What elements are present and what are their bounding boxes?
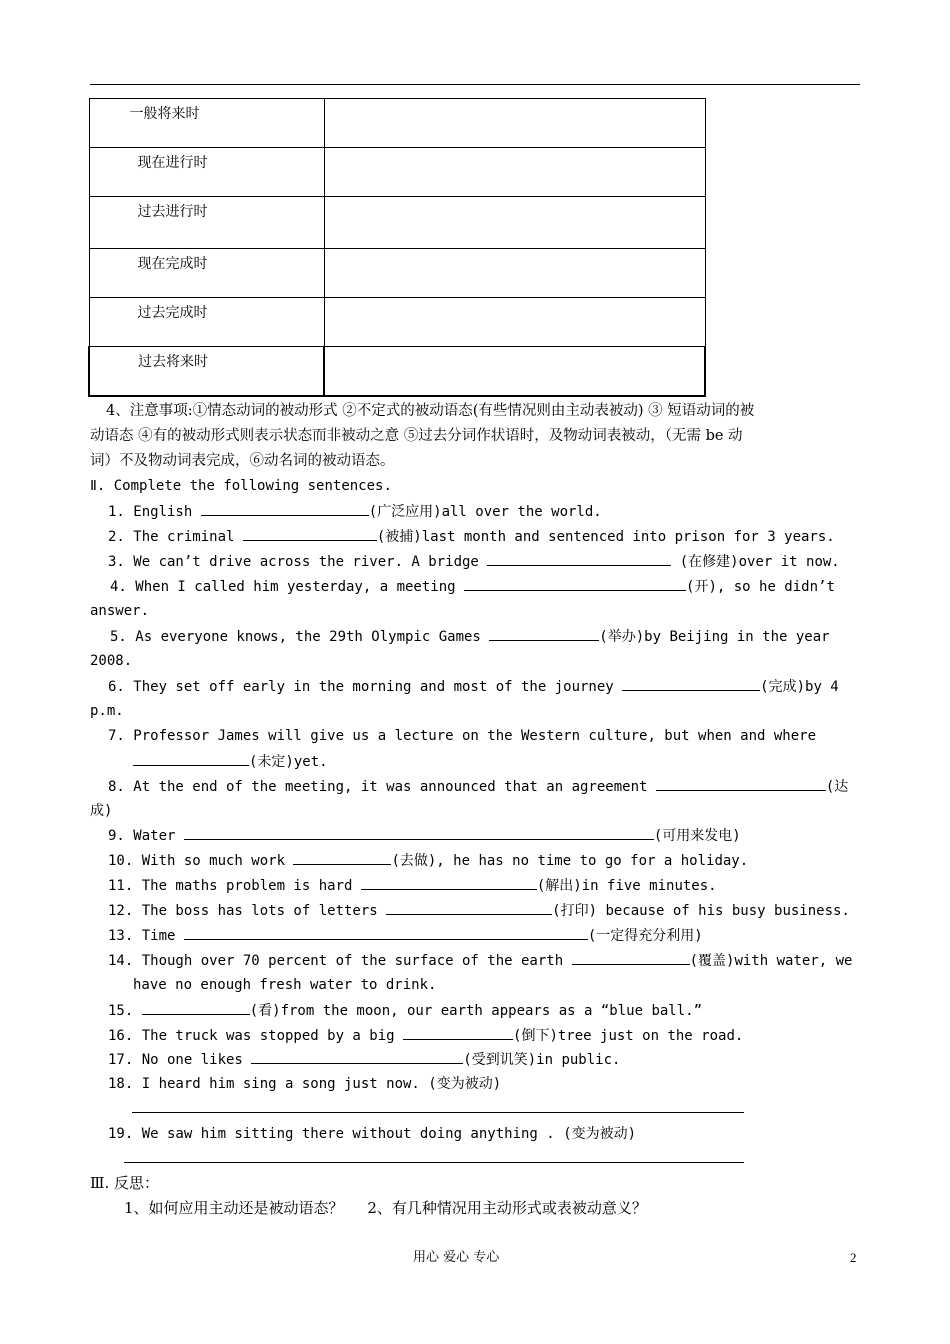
answer-blank[interactable] bbox=[361, 875, 537, 890]
sentence-7-cont: (未定)yet. bbox=[133, 751, 328, 772]
tense-answer-cell[interactable] bbox=[324, 347, 705, 396]
answer-blank[interactable] bbox=[251, 1049, 463, 1064]
answer-blank[interactable] bbox=[184, 925, 588, 940]
answer-blank[interactable] bbox=[656, 776, 826, 791]
table-row bbox=[89, 298, 705, 347]
answer-blank[interactable] bbox=[184, 825, 654, 840]
tense-label: 现在完成时 bbox=[137, 256, 208, 272]
tense-label: 现在进行时 bbox=[137, 155, 208, 171]
table-row bbox=[89, 99, 705, 148]
tense-answer-cell[interactable] bbox=[324, 99, 705, 148]
tense-answer-cell[interactable] bbox=[324, 298, 705, 347]
tense-label: 过去进行时 bbox=[137, 204, 208, 220]
answer-blank[interactable] bbox=[243, 526, 377, 541]
section-3-heading: Ⅲ. 反思： bbox=[90, 1174, 160, 1192]
sentence-1: 1. English (广泛应用)all over the world. bbox=[108, 501, 602, 522]
sentence-8-cont: 成) bbox=[90, 803, 113, 819]
answer-blank[interactable] bbox=[489, 626, 599, 641]
tense-table bbox=[88, 98, 706, 397]
tense-label: 过去完成时 bbox=[137, 305, 208, 321]
tense-label: 过去将来时 bbox=[138, 354, 208, 370]
answer-blank[interactable] bbox=[487, 551, 671, 566]
note-line-3: 词）不及物动词表完成，⑥动名词的被动语态。 bbox=[90, 453, 395, 469]
sentence-14-cont: have no enough fresh water to drink. bbox=[133, 977, 437, 993]
sentence-12: 12. The boss has lots of letters (打印) because of his busy business. bbox=[108, 900, 850, 921]
answer-blank[interactable] bbox=[464, 576, 686, 591]
note-line-1: 4、注意事项:①情态动词的被动形式 ②不定式的被动语态(有些情况则由主动表被动) ③ 短语动词的被 bbox=[106, 403, 755, 419]
page-number: 2 bbox=[850, 1250, 857, 1265]
footer-slogan: 用心 爱心 专心 bbox=[413, 1250, 500, 1265]
sentence-6: 6. They set off early in the morning and most of the journey (完成)by 4 bbox=[108, 676, 839, 697]
sentence-14: 14. Though over 70 percent of the surface of the earth (覆盖)with water, we bbox=[108, 950, 852, 971]
answer-line-18[interactable] bbox=[132, 1112, 744, 1113]
table-row bbox=[89, 249, 705, 298]
sentence-5-cont: 2008. bbox=[90, 653, 133, 669]
answer-blank[interactable] bbox=[201, 501, 369, 516]
tense-answer-cell[interactable] bbox=[324, 148, 705, 197]
answer-line-19[interactable] bbox=[124, 1162, 744, 1163]
table-row bbox=[89, 197, 705, 249]
tense-answer-cell[interactable] bbox=[324, 249, 705, 298]
header-rule bbox=[90, 84, 860, 85]
sentence-3: 3. We can’t drive across the river. A bridge (在修建)over it now. bbox=[108, 551, 840, 572]
sentence-17: 17. No one likes (受到讥笑)in public. bbox=[108, 1049, 620, 1070]
sentence-2: 2. The criminal (被捕)last month and sentenced into prison for 3 years. bbox=[108, 526, 835, 547]
note-line-2: 动语态 ④有的被动形式则表示状态而非被动之意 ⑤过去分词作状语时，及物动词表被动，（无需 be 动 bbox=[90, 428, 743, 444]
sentence-5: 5. As everyone knows, the 29th Olympic Games (举办)by Beijing in the year bbox=[110, 626, 830, 647]
sentence-13: 13. Time (一定得充分利用) bbox=[108, 925, 703, 946]
answer-blank[interactable] bbox=[386, 900, 552, 915]
reflection-questions: 1、如何应用主动还是被动语态？ 2、有几种情况用主动形式或表被动意义？ bbox=[124, 1199, 647, 1217]
sentence-8: 8. At the end of the meeting, it was announced that an agreement (达 bbox=[108, 776, 848, 797]
answer-blank[interactable] bbox=[293, 850, 391, 865]
sentence-11: 11. The maths problem is hard (解出)in five minutes. bbox=[108, 875, 717, 896]
sentence-16: 16. The truck was stopped by a big (倒下)tree just on the road. bbox=[108, 1025, 743, 1046]
sentence-9: 9. Water (可用来发电) bbox=[108, 825, 741, 846]
sentence-4-cont: answer. bbox=[90, 603, 150, 619]
table-row bbox=[89, 148, 705, 197]
sentence-19: 19. We saw him sitting there without doing anything . (变为被动) bbox=[108, 1126, 637, 1142]
answer-blank[interactable] bbox=[572, 950, 690, 965]
answer-blank[interactable] bbox=[403, 1025, 513, 1040]
tense-answer-cell[interactable] bbox=[324, 197, 705, 249]
table-row bbox=[89, 347, 705, 396]
sentence-10: 10. With so much work (去做), he has no time to go for a holiday. bbox=[108, 850, 748, 871]
tense-label: 一般将来时 bbox=[129, 106, 200, 122]
sentence-18: 18. I heard him sing a song just now. (变为被动) bbox=[108, 1076, 502, 1092]
sentence-15: 15. (看)from the moon, our earth appears as a “blue ball.” bbox=[108, 1000, 702, 1021]
answer-blank[interactable] bbox=[622, 676, 760, 691]
sentence-7: 7. Professor James will give us a lecture on the Western culture, but when and where bbox=[108, 728, 817, 744]
answer-blank[interactable] bbox=[142, 1000, 250, 1015]
answer-blank[interactable] bbox=[133, 751, 249, 766]
section-2-heading: Ⅱ. Complete the following sentences. bbox=[90, 478, 392, 494]
sentence-6-cont: p.m. bbox=[90, 703, 124, 719]
sentence-4: 4. When I called him yesterday, a meeting (开), so he didn’t bbox=[110, 576, 835, 597]
